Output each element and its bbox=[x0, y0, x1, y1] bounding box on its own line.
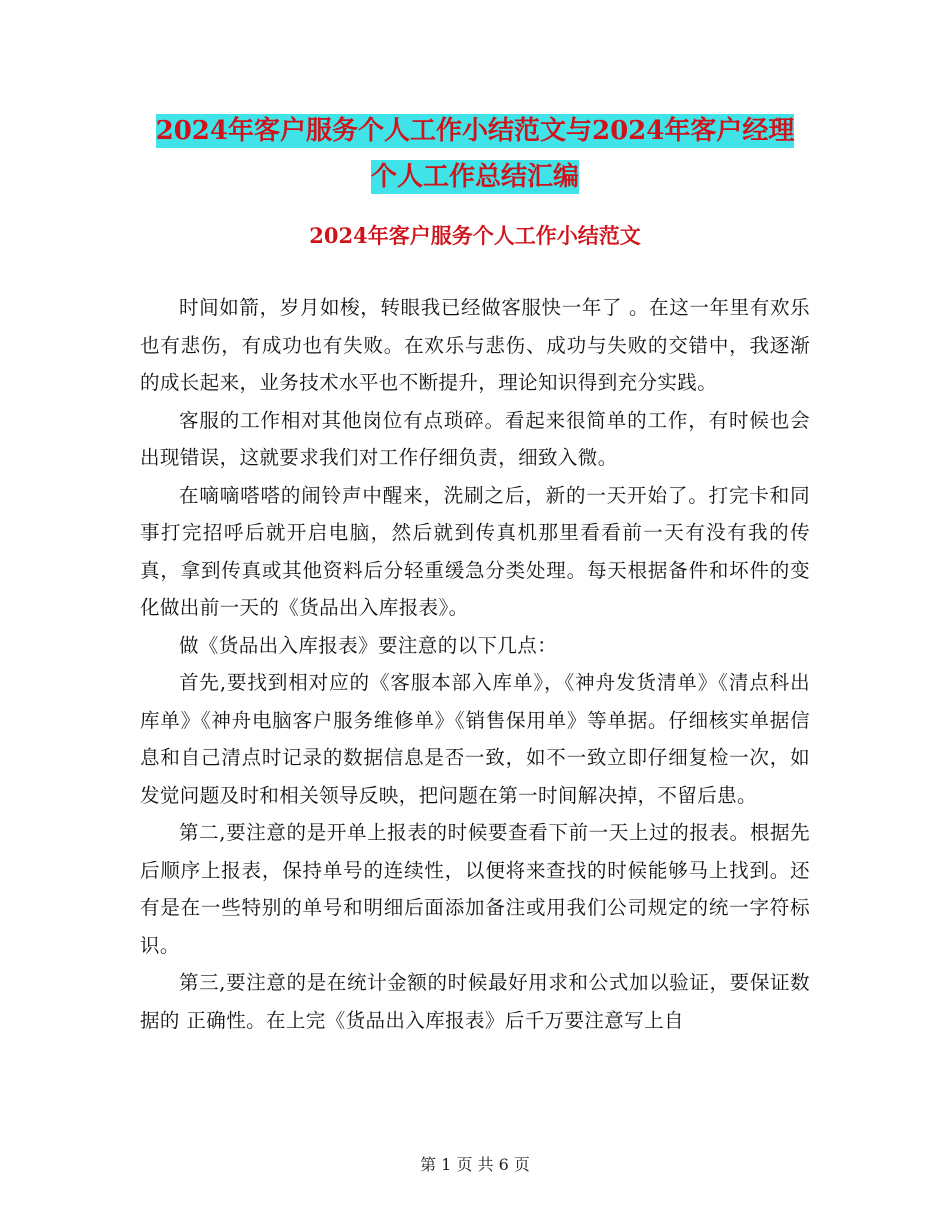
paragraph: 首先,要找到相对应的《客服本部入库单》，《神舟发货清单》《清点科出库单》《神舟电脑客户服务维修单》《销售保用单》等单据。仔细核实单据信息和自己清点时记录的数据信息是否一致，如不一致立即仔细复检一次，如发觉问题及时和相关领导反映，把问题在第一时间解决掉，不留后患。 bbox=[140, 671, 810, 807]
paragraph: 做《货品出入库报表》要注意的以下几点： bbox=[179, 633, 558, 657]
paragraph: 客服的工作相对其他岗位有点琐碎。看起来很简单的工作，有时候也会出现错误，这就要求我们对工作仔细负责，细致入微。 bbox=[140, 408, 810, 469]
paragraph: 时间如箭，岁月如梭，转眼我已经做客服快一年了 。在这一年里有欢乐也有悲伤，有成功也有失败。在欢乐与悲伤、成功与失败的交错中，我逐渐的成长起来，业务技术水平也不断提升，理论知识得到充分实践。 bbox=[140, 296, 810, 394]
document-title bbox=[140, 108, 810, 200]
section-title: 2024年客户服务个人工作小结范文 bbox=[309, 223, 641, 248]
paragraph: 在嘀嘀嗒嗒的闹铃声中醒来，洗刷之后，新的一天开始了。打完卡和同事打完招呼后就开启电脑，然后就到传真机那里看看前一天有没有我的传真，拿到传真或其他资料后分轻重缓急分类处理。每天根据备件和坏件的变化做出前一天的《货品出入库报表》。 bbox=[140, 483, 810, 619]
document-title-line-2: 个人工作总结汇编 bbox=[370, 162, 579, 192]
page-footer: 第 1 页 共 6 页 bbox=[420, 1155, 530, 1174]
paragraph: 第三,要注意的是在统计金额的时候最好用求和公式加以验证，要保证数据的 正确性。在上完《货品出入库报表》后千万要注意写上自 bbox=[140, 971, 810, 1032]
document-title-line-1: 2024年客户服务个人工作小结范文与2024年客户经理 bbox=[155, 116, 795, 146]
document-body bbox=[140, 289, 810, 1039]
paragraph: 第二,要注意的是开单上报表的时候要查看下前一天上过的报表。根据先后顺序上报表，保持单号的连续性，以便将来查找的时候能够马上找到。还有是在一些特别的单号和明细后面添加备注或用我们公司规定的统一字符标识。 bbox=[140, 821, 810, 957]
